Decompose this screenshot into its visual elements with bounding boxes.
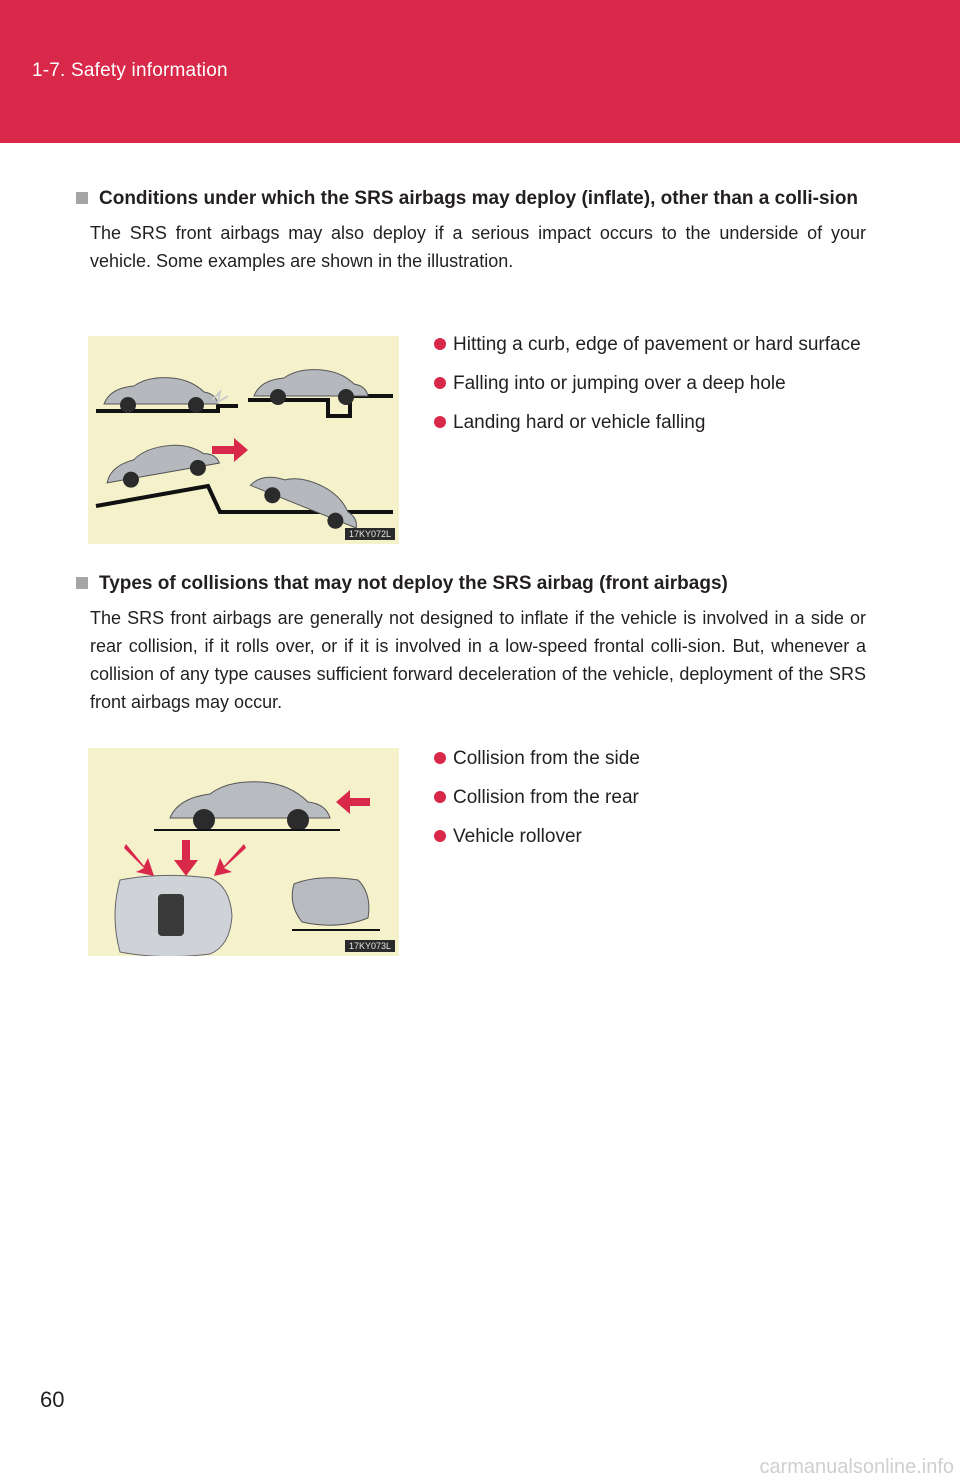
collision-drawing [88,748,399,956]
square-bullet-icon [76,577,88,589]
list-item: Vehicle rollover [434,822,864,851]
list-item: Collision from the rear [434,783,864,812]
illustration-code: 17KY073L [345,940,395,952]
deploy-examples-list [434,330,864,447]
list-item: Falling into or jumping over a deep hole [434,369,864,398]
deploy-conditions-section [76,184,866,275]
bullet-icon [434,416,446,428]
section-title: 1-7. Safety information [32,60,228,81]
non-deploy-examples-list [434,744,864,861]
bullet-icon [434,830,446,842]
watermark: carmanualsonline.info [759,1456,954,1478]
page-header [0,0,960,143]
list-item: Hitting a curb, edge of pavement or hard surface [434,330,864,359]
list-item: Landing hard or vehicle falling [434,408,864,437]
bullet-icon [434,791,446,803]
section-heading: Types of collisions that may not deploy the SRS airbag (front airbags) [99,573,728,594]
section-body: The SRS front airbags are generally not designed to inflate if the vehicle is involved in a side or rear collision, if it rolls over, or if it is involved in a low-speed frontal colli-sion. But, whenever a collision of any type causes sufficient forward deceleration of the vehicle, deployment of the SRS front airbags may occur. [90,608,866,712]
square-bullet-icon [76,192,88,204]
bullet-icon [434,752,446,764]
car-impact-drawing [88,336,399,544]
collision-types-illustration [88,748,399,956]
list-item: Collision from the side [434,744,864,773]
bullet-icon [434,377,446,389]
section-heading: Conditions under which the SRS airbags may deploy (inflate), other than a colli-sion [99,188,859,209]
illustration-code: 17KY072L [345,528,395,540]
page-number: 60 [40,1387,65,1412]
non-deploy-collisions-section [76,569,866,716]
bullet-icon [434,338,446,350]
underside-impact-illustration [88,336,399,544]
section-body: The SRS front airbags may also deploy if a serious impact occurs to the underside of your vehicle. Some examples are shown in the illustration. [90,223,866,271]
